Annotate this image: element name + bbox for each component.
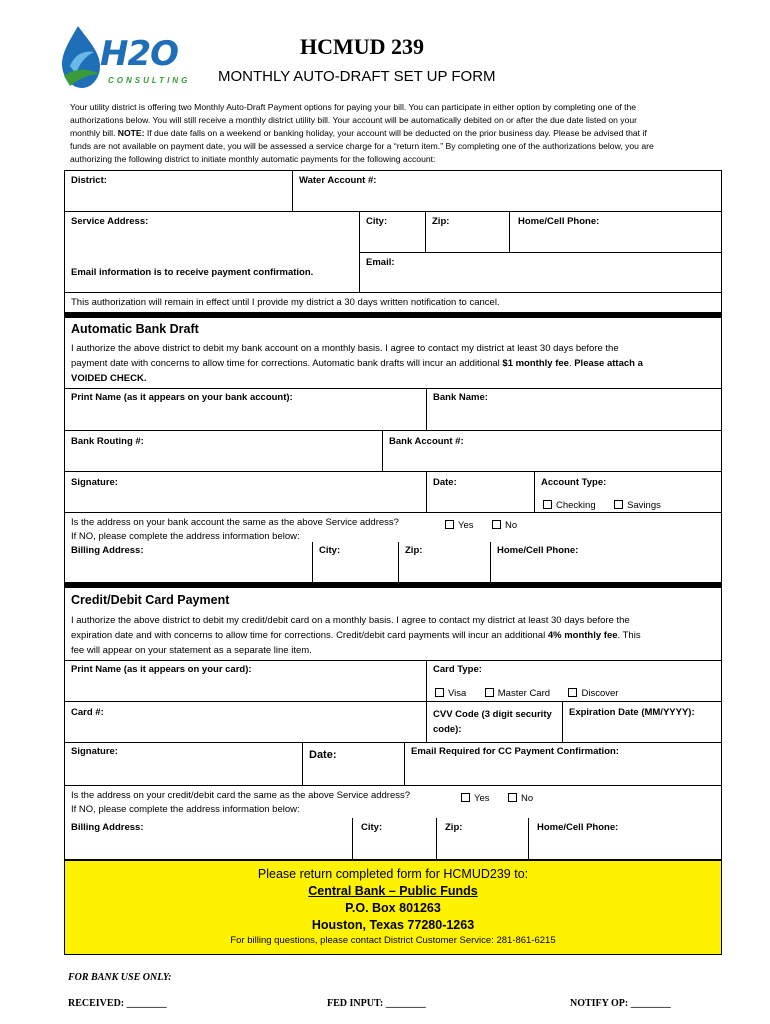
- service-phone-field[interactable]: Home/Cell Phone:: [510, 212, 721, 253]
- mastercard-checkbox[interactable]: Master Card: [485, 688, 550, 699]
- bank-billing-city-field[interactable]: City:: [313, 542, 399, 583]
- bank-same-address-question: Is the address on your bank account the same as the above Service address?: [71, 517, 399, 528]
- intro-paragraph: Your utility district is offering two Monthly Auto-Draft Payment options for paying your bill. You can participate in either option by completing one of the authorizations below. You will still receive a monthly district utility bill. Your account will be automatically debited on or after the due date listed on your monthly bill. NOTE: If due date falls on a weekend or banking holiday, your account will be deducted on the prior business day. Please be advised that if funds are not available on payment date, you will be assessed a service charge for a “return item.” By completing one of the authorizations below, you are authorizing the following district to initiate monthly automatic payments for the following account:: [70, 102, 654, 164]
- card-type-field: Card Type: Visa Master Card Discover: [427, 660, 721, 702]
- return-recipient: Central Bank – Public Funds: [308, 884, 478, 898]
- card-billing-zip-field[interactable]: Zip:: [437, 818, 529, 860]
- bank-if-no-note: If NO, please complete the address information below:: [71, 531, 300, 542]
- bank-draft-section: [64, 318, 722, 583]
- bank-name-field[interactable]: Bank Name:: [427, 388, 721, 431]
- h2o-logo: [60, 22, 195, 94]
- card-print-name-field[interactable]: Print Name (as it appears on your card):: [65, 660, 427, 702]
- notify-op-field[interactable]: NOTIFY OP: ________: [570, 998, 671, 1009]
- bank-use-label: FOR BANK USE ONLY:: [68, 972, 172, 983]
- return-city: Houston, Texas 77280-1263: [311, 918, 475, 932]
- bank-terms: I authorize the above district to debit my bank account on a monthly basis. I agree to contact my district at least 30 days before the payment date with concerns to allow time for corrections. Automatic bank drafts will incur an additional $1 monthly fee. Please attach a VOIDED CHECK.: [71, 343, 643, 384]
- checking-checkbox[interactable]: Checking: [543, 500, 596, 511]
- billing-questions-note: For billing questions, please contact District Customer Service: 281-861-6215: [230, 935, 556, 946]
- cvv-field[interactable]: CVV Code (3 digit security code):: [427, 702, 563, 743]
- account-info-section: [64, 170, 722, 313]
- card-signature-field[interactable]: Signature:: [65, 743, 303, 786]
- bank-date-field[interactable]: Date:: [427, 472, 535, 513]
- card-same-address-yes[interactable]: Yes: [461, 793, 490, 804]
- return-instructions: Please return completed form for HCMUD239 to:: [257, 867, 529, 881]
- card-terms: I authorize the above district to debit my credit/debit card on a monthly basis. I agree to contact my district at least 30 days before the expiration date and with concerns to allow time for corrections. Credit/debit card payments will incur an additional 4% monthly fee. This fee will appear on your statement as a separate line item.: [71, 615, 641, 656]
- discover-checkbox[interactable]: Discover: [568, 688, 618, 699]
- bank-section-title: Automatic Bank Draft: [71, 322, 199, 336]
- return-address-box: [64, 860, 722, 955]
- card-billing-address-field[interactable]: Billing Address:: [65, 818, 353, 860]
- service-city-field[interactable]: City:: [360, 212, 426, 253]
- email-field[interactable]: Email:: [360, 253, 721, 293]
- bank-signature-field[interactable]: Signature:: [65, 472, 427, 513]
- bank-billing-phone-field[interactable]: Home/Cell Phone:: [497, 545, 579, 556]
- card-section-title: Credit/Debit Card Payment: [71, 593, 230, 607]
- bank-billing-zip-field[interactable]: Zip:: [399, 542, 491, 583]
- card-date-field[interactable]: Date:: [303, 743, 405, 786]
- district-field[interactable]: District:: [65, 171, 293, 212]
- page-title: HCMUD 239: [300, 34, 425, 59]
- bank-billing-address-field[interactable]: Billing Address:: [65, 542, 313, 583]
- fed-input-field[interactable]: FED INPUT: ________: [327, 998, 426, 1009]
- bank-same-address-yes[interactable]: Yes: [445, 520, 474, 531]
- logo-tagline: CONSULTING: [108, 76, 191, 85]
- service-address-field[interactable]: Service Address:: [65, 212, 360, 253]
- service-zip-field[interactable]: Zip:: [426, 212, 510, 253]
- water-account-field[interactable]: Water Account #:: [293, 171, 721, 212]
- bank-account-field[interactable]: Bank Account #:: [383, 431, 721, 472]
- bank-same-address-no[interactable]: No: [492, 520, 517, 531]
- card-number-field[interactable]: Card #:: [65, 702, 427, 743]
- card-if-no-note: If NO, please complete the address information below:: [71, 804, 300, 815]
- logo-wordmark: H2O: [100, 34, 179, 74]
- form-subtitle: MONTHLY AUTO-DRAFT SET UP FORM: [218, 68, 496, 85]
- card-payment-section: [64, 588, 722, 860]
- savings-checkbox[interactable]: Savings: [614, 500, 661, 511]
- bank-routing-field[interactable]: Bank Routing #:: [65, 431, 383, 472]
- authorization-note: This authorization will remain in effect until I provide my district a 30 days written notification to cancel.: [71, 297, 500, 308]
- expiration-field[interactable]: Expiration Date (MM/YYYY):: [563, 702, 721, 743]
- bank-print-name-field[interactable]: Print Name (as it appears on your bank account):: [65, 388, 427, 431]
- card-same-address-no[interactable]: No: [508, 793, 533, 804]
- return-po-box: P.O. Box 801263: [345, 901, 441, 915]
- cc-email-field[interactable]: Email Required for CC Payment Confirmation:: [405, 743, 721, 786]
- card-billing-phone-field[interactable]: Home/Cell Phone:: [537, 822, 619, 833]
- account-type-field: Account Type: Checking Savings: [535, 472, 721, 513]
- received-field[interactable]: RECEIVED: ________: [68, 998, 167, 1009]
- card-same-address-question: Is the address on your credit/debit card the same as the above Service address?: [71, 790, 411, 801]
- card-billing-city-field[interactable]: City:: [353, 818, 437, 860]
- email-info-label: Email information is to receive payment confirmation.: [65, 253, 360, 293]
- visa-checkbox[interactable]: Visa: [435, 688, 466, 699]
